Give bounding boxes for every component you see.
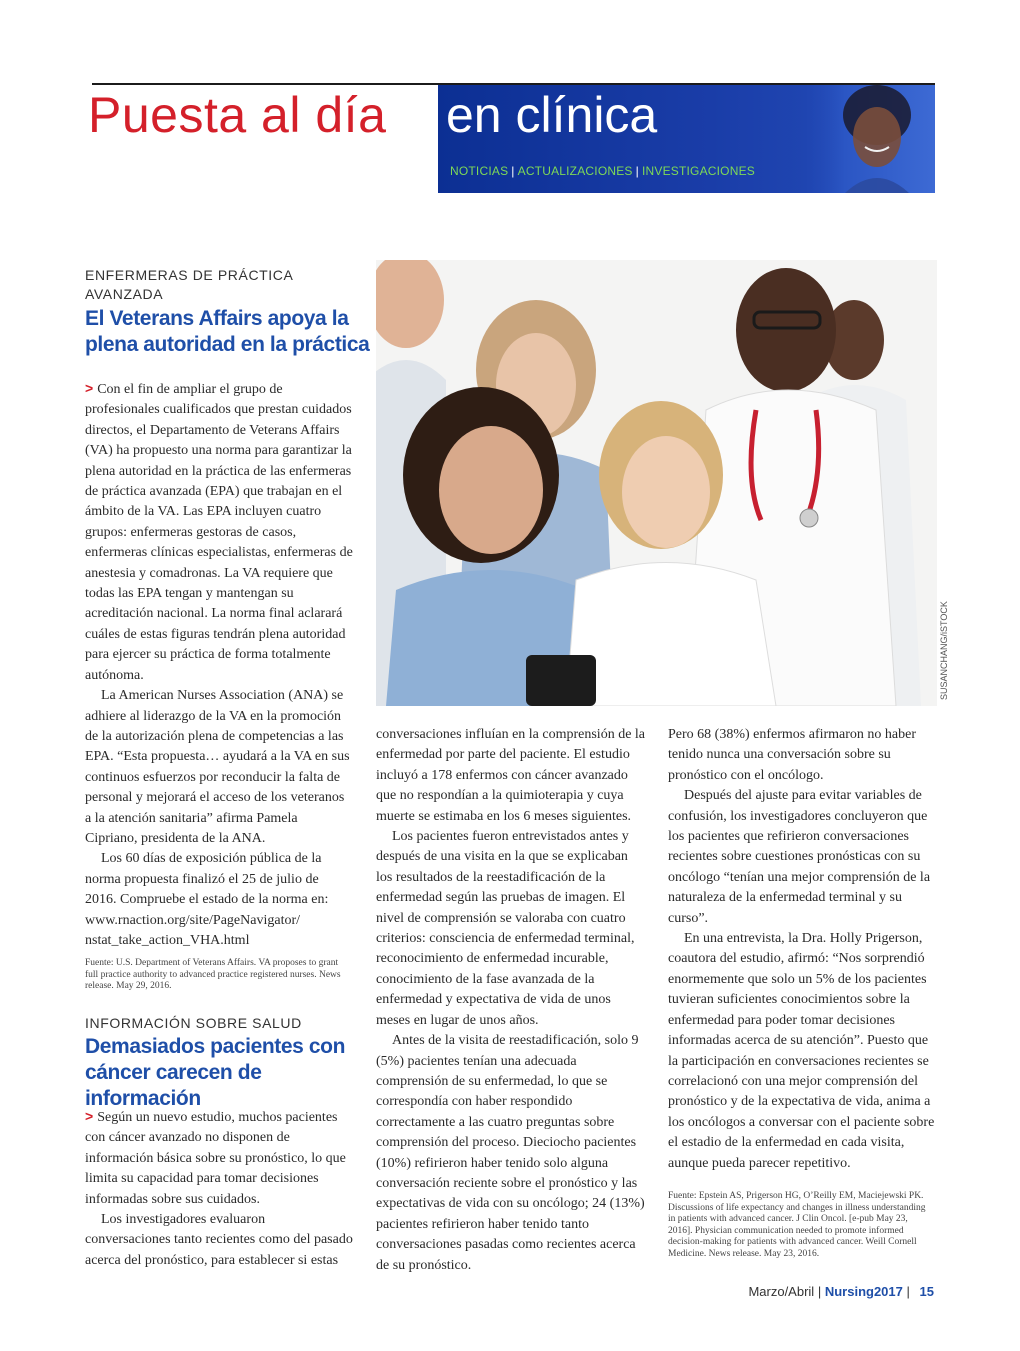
article2-column-2 [376,725,646,1276]
article1-paragraph: Los 60 días de exposición pública de la norma propuesta finalizó el 25 de julio de 2016. Compruebe el estado de la norma en: www.rnaction.org/site/PageNavigator/ nstat_take_action_VHA.html [85,851,329,948]
article2-paragraph: Después del ajuste para evitar variables de confusión, los investigadores concluyeron que los pacientes que refirieron conversaciones recientes sobre cuestiones pronósticas con su oncólogo “tenían una mejor comprensión de la naturaleza de la enfermedad terminal y su curso”. [668,788,931,926]
article1-paragraph: La American Nurses Association (ANA) se adhiere al liderazgo de la VA en la promoción de la autorización plena de competencias a las EPA. “Esta propuesta… ayudará a la VA en sus continuos esfuerzos por reconducir la falta de personal y mejorará el acceso de los veteranos a la atención sanitaria” afirma Pamela Cipriano, presidenta de la ANA. [85,688,350,846]
sub-separator: | [511,164,515,178]
sub-item-actualizaciones: ACTUALIZACIONES [517,164,633,178]
footer-separator: | [906,1284,910,1299]
sub-item-noticias: NOTICIAS [450,164,509,178]
article2-column-3 [668,725,936,1174]
article1-source: Fuente: U.S. Department of Veterans Affairs. VA proposes to grant full practice authority to advanced practice registered nurses. News release. May 29, 2016. [85,958,341,992]
page-footer [748,1284,934,1299]
arrow-bullet-icon: > [85,380,94,396]
article1-headline: El Veterans Affairs apoya la plena autoridad en la práctica [85,307,370,356]
article1-kicker: ENFERMERAS DE PRÁCTICA AVANZADA [85,267,293,302]
article2-paragraph: conversaciones influían en la comprensión de la enfermedad por parte del paciente. El estudio incluyó a 178 enfermos con cáncer avanzado que no respondían a la quimioterapia y cuya muerte se estimaba en los 6 meses siguientes. [376,727,646,824]
article2-column-1 [85,1106,353,1271]
banner-portrait-image [785,85,935,193]
footer-issue: Marzo/Abril [748,1284,815,1299]
section-banner [438,85,935,193]
sub-item-investigaciones: INVESTIGACIONES [641,164,755,178]
section-subtitle [450,164,755,178]
footer-separator: | [817,1284,822,1299]
article2-paragraph: > Según un nuevo estudio, muchos pacientes con cáncer avanzado no disponen de información básica sobre su pronóstico, lo que limita su capacidad para tomar decisiones informadas sobre sus cuidados. [85,1108,346,1207]
section-title: Puesta al día [88,87,387,143]
article2-kicker: INFORMACIÓN SOBRE SALUD [85,1015,302,1031]
photo-credit: SUSANCHANG/iSTOCK [939,601,949,700]
article2-source: Fuente: Epstein AS, Prigerson HG, O’Reilly EM, Maciejewski PK. Discussions of life expectancy and changes in illness understanding in patients with advanced cancer. J Clin Oncol. [e-pub May 23, 2016]. Physician communication needed to promote informed decision-making for patients with advanced cancer. Weill Cornell Medicine. News release. May 23, 2016. [668,1191,926,1259]
article1-paragraph: > Con el fin de ampliar el grupo de profesionales cualificados que prestan cuidados directos, el Departamento de Veterans Affairs (VA) ha propuesto una norma para garantizar la plena autoridad en la práctica de las enfermeras de práctica avanzada (EPA) que trabajan en el ámbito de la VA. Las EPA incluyen cuatro grupos: enfermeras gestoras de casos, enfermeras clínicas especialistas, enfermeras de anestesia y comadronas. La VA requiere que todas las EPA tengan y mantengan su acreditación nacional. La norma final aclarará cuáles de estas figuras tendrán plena autoridad para ejercer su práctica de forma totalmente autónoma. [85,380,353,683]
article1-body [85,378,353,951]
medical-team-illustration [376,260,937,706]
article2-paragraph: En una entrevista, la Dra. Holly Prigerson, coautora del estudio, afirmó: “Nos sorprendió enormemente que solo un 5% de los pacientes tuvieran suficientes conocimientos sobre la enfermedad para poder tomar decisiones informadas acerca de su atención”. Puesto que la participación en conversaciones recientes se correlacionó con una mejor comprensión del pronóstico y de la expectativa de vida, anima a los oncólogos a conversar con el paciente sobre el estadio de la enfermedad en cada visita, aunque pueda parecer repetitivo. [668,931,935,1171]
footer-brand: Nursing2017 [824,1284,903,1299]
article2-headline: Demasiados pacientes con cáncer carecen de información [85,1035,346,1110]
article2-paragraph: Antes de la visita de reestadificación, solo 9 (5%) pacientes tenían una adecuada comprensión de su enfermedad, lo que se correspondía con haber respondido correctamente a las cuatro preguntas sobre comprensión del proceso. Dieciocho pacientes (10%) refirieron haber tenido solo alguna conversación reciente sobre el pronóstico y las expectativas de vida con su oncólogo; 24 (13%) pacientes refirieron haber tenido tanto conversaciones pasadas como recientes acerca de su pronóstico. [376,1033,645,1273]
article2-paragraph: Los investigadores evaluaron conversaciones tanto recientes como del pasado acerca del pronóstico, para establecer si estas [85,1212,353,1268]
sub-separator: | [635,164,639,178]
article2-paragraph: Pero 68 (38%) enfermos afirmaron no haber tenido nunca una conversación sobre su pronóstico con el oncólogo. [668,727,917,783]
arrow-bullet-icon: > [85,1108,94,1124]
article2-paragraph: Los pacientes fueron entrevistados antes y después de una visita en la que se explicaban los resultados de la reestadificación de la enfermedad según las pruebas de imagen. El nivel de comprensión se valoraba con cuatro criterios: consciencia de enfermedad terminal, reconocimiento de enfermedad incurable, conocimiento de la fase avanzada de la enfermedad y expectativa de vida de unos meses en lugar de unos años. [376,829,635,1028]
section-title-banner: en clínica [446,87,658,143]
medical-team-photo [376,260,937,706]
page-number: 15 [919,1284,934,1299]
